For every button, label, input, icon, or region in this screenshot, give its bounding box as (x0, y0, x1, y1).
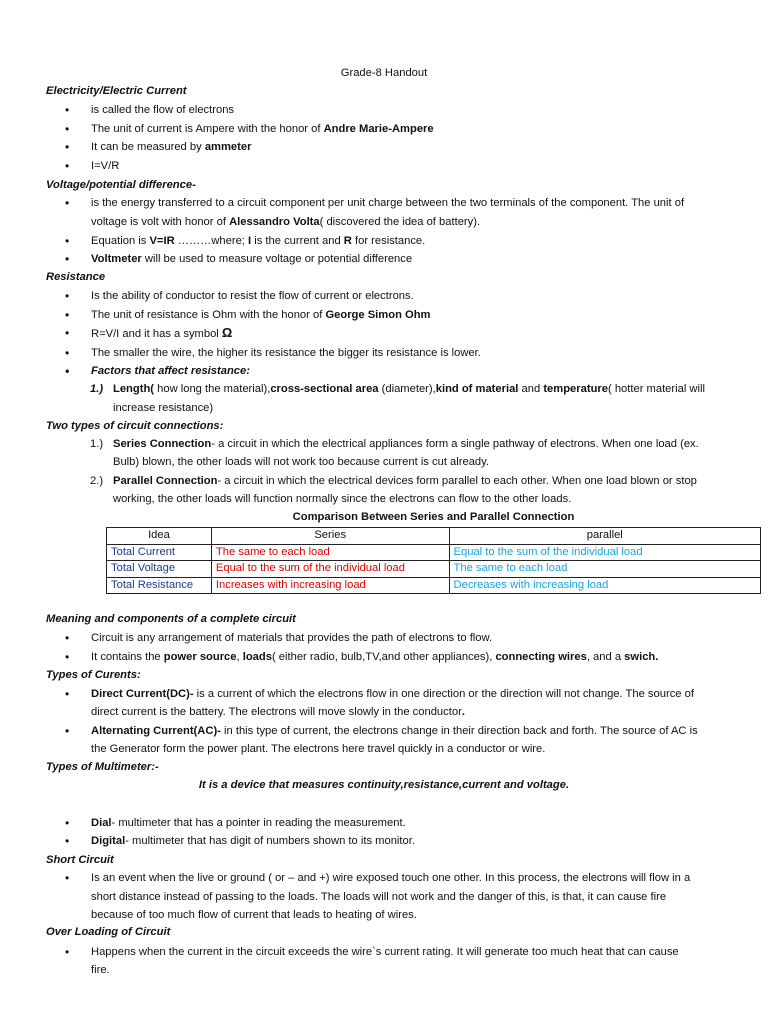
ac-bullet-cont: the Generator form the power plant. The electrons here travel quickly in a conductor or wire. (91, 743, 546, 755)
electricity-heading: Electricity/Electric Current (46, 85, 187, 97)
page-title: Grade-8 Handout (340, 67, 428, 79)
circuit-bullet-1: • Circuit is any arrangement of materials that provides the path of electrons to flow. (91, 631, 492, 645)
short-circuit-line-3: because of too much flow of current that leads to heating of wires. (91, 909, 417, 921)
table-row (107, 561, 761, 578)
electricity-bullet-1: • is called the flow of electrons (91, 103, 234, 117)
comparison-table (106, 527, 761, 594)
short-circuit-heading: Short Circuit (46, 854, 114, 866)
voltage-bullet-3: • Voltmeter will be used to measure voltage or potential difference (91, 252, 412, 266)
row-idea-cell: Total Voltage (107, 561, 212, 578)
resistance-bullet-5: • Factors that affect resistance: (91, 364, 250, 378)
voltage-bullet-1-cont: voltage is volt with honor of Alessandro Volta( discovered the idea of battery). (91, 216, 481, 228)
parallel-connection-cont: working, the other loads will function normally since the electrons can flow to the other loads. (113, 493, 572, 505)
ohm-symbol: Ω (221, 325, 233, 340)
comparison-title: Comparison Between Series and Parallel Connection (292, 511, 575, 523)
row-series-cell: The same to each load (211, 544, 449, 561)
overloading-heading: Over Loading of Circuit (46, 926, 171, 938)
row-idea-cell: Total Resistance (107, 577, 212, 594)
resistance-bullet-2: • The unit of resistance is Ohm with the honor of George Simon Ohm (91, 308, 431, 322)
resistance-bullet-4: • The smaller the wire, the higher its resistance the bigger its resistance is lower. (91, 346, 481, 360)
series-connection-cont: Bulb) blown, the other loads will not work too because current is cut already. (113, 456, 490, 468)
dial-bullet: • Dial- multimeter that has a pointer in reading the measurement. (91, 816, 406, 830)
table-row (107, 577, 761, 594)
parallel-connection: 2.) Parallel Connection- a circuit in which the electrical devices form parallel to each other. When one load blown or stop (90, 475, 697, 487)
multimeter-heading: Types of Multimeter:- (46, 761, 159, 773)
table-header-row (107, 528, 761, 545)
resistance-bullet-3: • R=V/I and it has a symbol Ω (91, 326, 232, 341)
header-series: Series (211, 528, 449, 545)
header-idea: Idea (107, 528, 212, 545)
circuit-heading: Meaning and components of a complete circuit (46, 613, 296, 625)
circuit-bullet-2: • It contains the power source, loads( either radio, bulb,TV,and other appliances), connecting wires, and a swich. (91, 650, 658, 664)
header-parallel: parallel (449, 528, 760, 545)
voltage-heading: Voltage/potential difference- (46, 179, 196, 191)
short-circuit-bullet: • Is an event when the live or ground ( or – and +) wire exposed touch one other. In this process, the electrons will flow in a (91, 871, 690, 885)
short-circuit-line-2: short distance instead of passing to the loads. The loads will not work and the danger of this, is that, it can cause fire (91, 891, 667, 903)
dc-bullet: • Direct Current(DC)- is a current of which the electrons flow in one direction or the direction will not change. The source of (91, 687, 694, 701)
connections-heading: Two types of circuit connections: (46, 420, 224, 432)
electricity-bullet-4: • I=V/R (91, 159, 119, 173)
overloading-line-2: fire. (91, 964, 110, 976)
electricity-bullet-3: • It can be measured by ammeter (91, 140, 251, 154)
table-row (107, 544, 761, 561)
resistance-factor-1-cont: increase resistance) (113, 402, 214, 414)
resistance-heading: Resistance (46, 271, 106, 283)
row-series-cell: Equal to the sum of the individual load (211, 561, 449, 578)
row-parallel-cell: The same to each load (449, 561, 760, 578)
currents-heading: Types of Curents: (46, 669, 141, 681)
resistance-bullet-1: • Is the ability of conductor to resist the flow of current or electrons. (91, 289, 414, 303)
row-parallel-cell: Equal to the sum of the individual load (449, 544, 760, 561)
multimeter-definition: It is a device that measures continuity,resistance,current and voltage. (198, 779, 570, 791)
electricity-bullet-2: • The unit of current is Ampere with the honor of Andre Marie-Ampere (91, 122, 434, 136)
digital-bullet: • Digital- multimeter that has digit of numbers shown to its monitor. (91, 834, 415, 848)
voltage-bullet-2: • Equation is V=IR ………where; I is the current and R for resistance. (91, 234, 425, 248)
ac-bullet: • Alternating Current(AC)- in this type of current, the electrons change in their direction back and forth. The source of AC is (91, 724, 698, 738)
row-series-cell: Increases with increasing load (211, 577, 449, 594)
resistance-factor-1: 1.) Length( how long the material),cross-sectional area (diameter),kind of material and temperature( hotter material will (90, 383, 705, 395)
row-parallel-cell: Decreases with increasing load (449, 577, 760, 594)
row-idea-cell: Total Current (107, 544, 212, 561)
overloading-bullet: • Happens when the current in the circuit exceeds the wire`s current rating. It will generate too much heat that can cause (91, 945, 679, 959)
voltage-bullet-1: • is the energy transferred to a circuit component per unit charge between the two terminals of the component. The unit of (91, 196, 684, 210)
dc-bullet-cont: direct current is the battery. The electrons will move slowly in the conductor. (91, 706, 465, 718)
series-connection: 1.) Series Connection- a circuit in which the electrical appliances form a single pathway of electrons. When one load (ex. (90, 438, 699, 450)
